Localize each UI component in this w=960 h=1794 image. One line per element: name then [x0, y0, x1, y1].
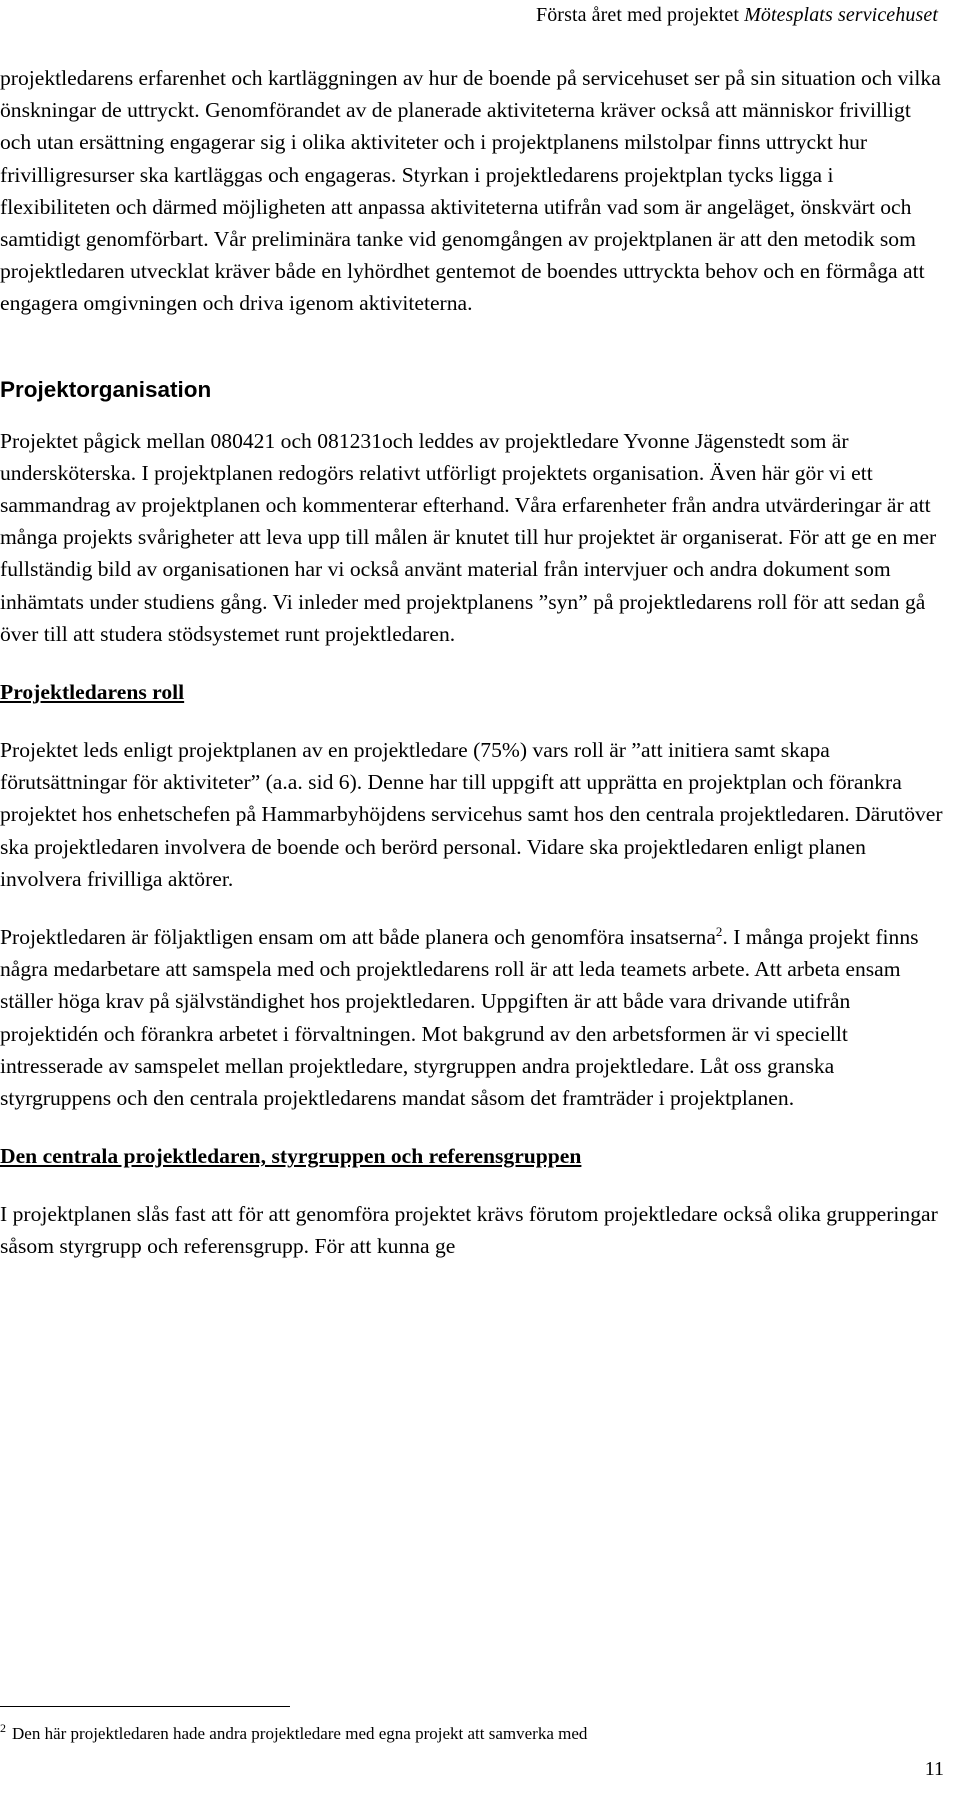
role-paragraph-2: [0, 921, 945, 1114]
footnote-reference[interactable]: 2: [715, 923, 723, 939]
spacer: [0, 405, 945, 425]
running-header: [536, 4, 938, 27]
spacer: [0, 1172, 945, 1198]
role-paragraph-2-text-a: Projektledaren är följaktligen ensam om att både planera och genomföra insatserna: [0, 925, 716, 950]
spacer: [0, 895, 945, 921]
subheading-projektledarens-roll: Projektledarens roll: [0, 680, 185, 705]
spacer: [0, 1114, 945, 1140]
header-title-italic: Mötesplats servicehuset: [744, 4, 938, 26]
spacer: [0, 650, 945, 676]
intro-paragraph: projektledarens erfarenhet och kartläggningen av hur de boende på servicehuset ser på sin situation och vilka önskningar de uttryckt. Genomförandet av de planerade aktiviteterna kräver också att människor frivilligt och utan ersättning engagerar sig i olika aktiviteter och i projektplanens milstolpar finns uttryckt hur frivilligresurser ska kartläggas och engageras. Styrkan i projektledarens projektplan tycks ligga i flexibiliteten och därmed möjligheten att anpassa aktiviteterna utifrån vad som är angeläget, önskvärt och samtidigt genomförbart. Vår preliminära tanke vid genomgången av projektplanen är att den metodik som projektledaren utvecklat kräver både en lyhördhet gentemot de boendes uttryckta behov och en förmåga att engagera omgivningen och driva igenom aktiviteterna.: [0, 66, 941, 316]
section-heading-projektorganisation: Projektorganisation: [0, 376, 212, 402]
role-paragraph-2-text-b: . I många projekt finns några medarbetare att samspela med och projektledarens roll är att leda teamets arbete. Att arbeta ensam ställer höga krav på självständighet hos projektledaren. Uppgiften är att både vara drivande utifrån projektidén och förankra arbetet i förvaltningen. Mot bakgrund av den arbetsformen är vi speciellt intresserade av samspelet mellan projektledare, styrgruppen andra projektledare. Låt oss granska styrgruppens och den centrala projektledarens mandat såsom det framträder i projektplanen.: [0, 925, 919, 1111]
page-number: 11: [924, 1758, 944, 1780]
spacer: [0, 708, 945, 734]
central-paragraph: I projektplanen slås fast att för att genomföra projektet krävs förutom projektledare också olika grupperingar såsom styrgrupp och referensgrupp. För att kunna ge: [0, 1202, 938, 1259]
footnote-mark: 2: [0, 1721, 6, 1736]
organisation-paragraph: Projektet pågick mellan 080421 och 081231och leddes av projektledare Yvonne Jägenstedt som är undersköterska. I projektplanen redogörs relativt utförligt projektets organisation. Även här gör vi ett sammandrag av projektplanen och kommenterar efterhand. Våra erfarenheter från andra utvärderingar är att många projekts svårigheter att leva upp till målen är knutet till hur projektet är organiserat. För att ge en mer fullständig bild av organisationen har vi också använt material från intervjuer och andra dokument som inhämtats under studiens gång. Vi inleder med projektplanens ”syn” på projektledarens roll för att sedan gå över till att studera stödsystemet runt projektledaren.: [0, 428, 937, 646]
footnote-text: Den här projektledaren hade andra projektledare med egna projekt att samverka med: [12, 1724, 588, 1743]
spacer: [0, 320, 945, 375]
page-body: [0, 62, 945, 1263]
role-paragraph-1: Projektet leds enligt projektplanen av en projektledare (75%) vars roll är ”att initiera samt skapa förutsättningar för aktiviteter” (a.a. sid 6). Denne har till uppgift att upprätta en projektplan och förankra projektet hos enhetschefen på Hammarbyhöjdens servicehus samt hos den centrala projektledaren. Därutöver ska projektledaren involvera de boende och berörd personal. Vidare ska projektledaren enligt planen involvera frivilliga aktörer.: [0, 738, 943, 891]
footnote: [0, 1722, 587, 1746]
footnote-divider: [0, 1706, 290, 1707]
subheading-central-projektledare: Den centrala projektledaren, styrgruppen och referensgruppen: [0, 1144, 582, 1169]
header-title-plain: Första året med projektet: [535, 4, 745, 26]
